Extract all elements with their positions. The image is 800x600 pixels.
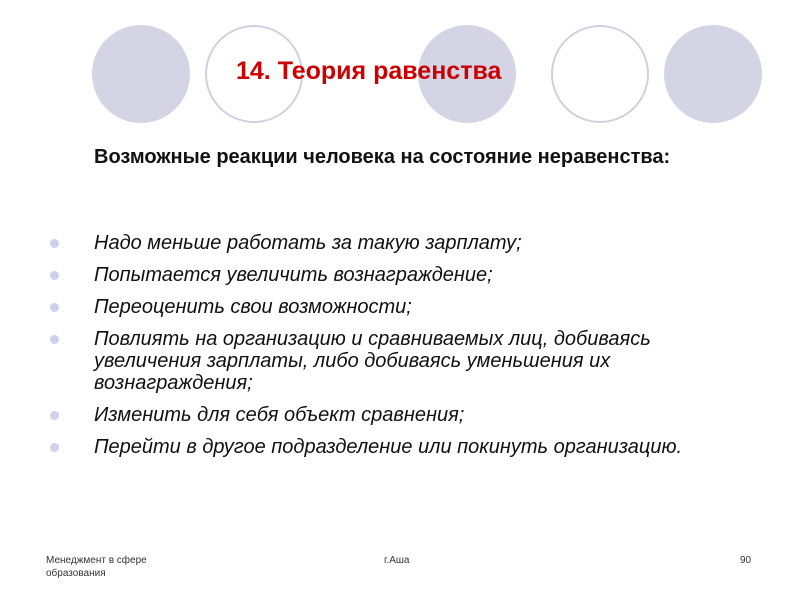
- bullet-icon: [50, 443, 59, 452]
- list-item: [50, 264, 750, 286]
- list-item: [50, 232, 750, 254]
- decorative-circle-5: [664, 25, 762, 123]
- list-item: [50, 296, 750, 318]
- list-item: [50, 404, 750, 426]
- bullet-icon: [50, 239, 59, 248]
- bullet-icon: [50, 271, 59, 280]
- list-item: [50, 328, 750, 394]
- footer-location: г.Аша: [384, 555, 410, 566]
- slide-title: 14. Теория равенства: [236, 57, 502, 85]
- bullet-icon: [50, 303, 59, 312]
- list-item-text: Попытается увеличить вознаграждение;: [94, 264, 493, 286]
- page-number: 90: [740, 555, 752, 566]
- bullet-icon: [50, 411, 59, 420]
- list-item-text: Повлиять на организацию и сравниваемых лиц, добиваясь увеличения зарплаты, либо добиваясь уменьшения их вознаграждения;: [94, 328, 651, 394]
- intro-label: Возможные реакции человека на состояние неравенства:: [94, 146, 671, 168]
- list-item-text: Перейти в другое подразделение или покинуть организацию.: [94, 436, 683, 458]
- list-item-text: Надо меньше работать за такую зарплату;: [94, 232, 522, 254]
- bullet-icon: [50, 335, 59, 344]
- decorative-circle-1: [92, 25, 190, 123]
- list-item-text: Изменить для себя объект сравнения;: [94, 404, 465, 426]
- decorative-circle-4: [551, 25, 649, 123]
- list-item-text: Переоценить свои возможности;: [94, 296, 412, 318]
- reaction-list: [50, 232, 750, 468]
- footer-course: Менеджмент в сфере образования: [46, 555, 147, 579]
- list-item: [50, 436, 750, 458]
- intro-text: [50, 145, 740, 169]
